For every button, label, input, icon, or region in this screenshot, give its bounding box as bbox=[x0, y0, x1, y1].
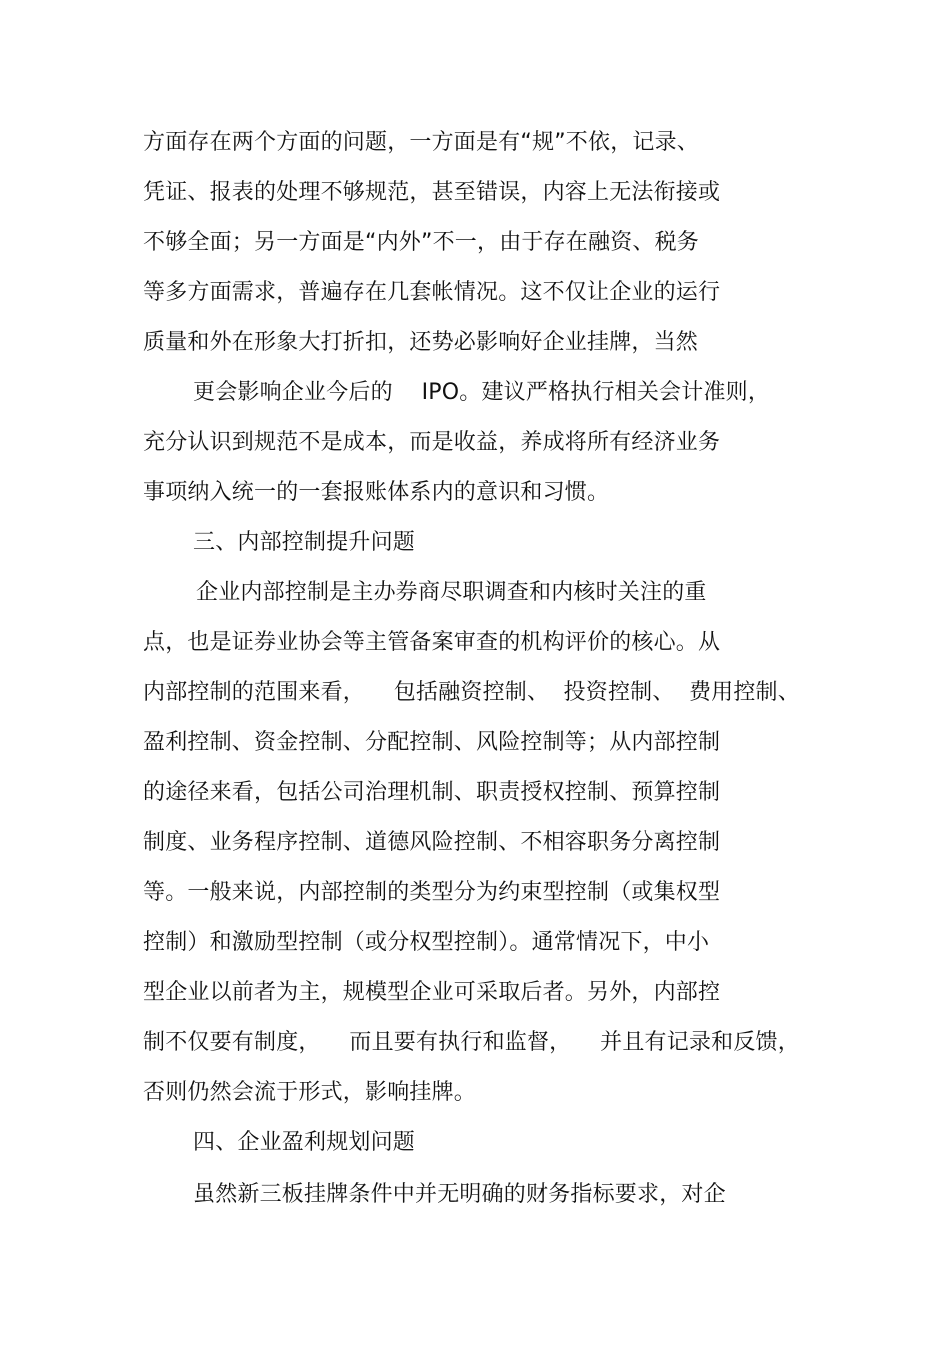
text-line-4: 等多方面需求，普遍存在几套帐情况。这不仅让企业的运行 bbox=[143, 280, 721, 305]
text-line-11: 点，也是证券业协会等主管备案审查的机构评价的核心。从 bbox=[143, 630, 721, 655]
text-line-6: 更会影响企业今后的 IPO。建议严格执行相关会计准则， bbox=[193, 380, 771, 405]
text-line-1: 方面存在两个方面的问题，一方面是有“规”不依，记录、 bbox=[143, 130, 699, 155]
text-line-2: 凭证、报表的处理不够规范，甚至错误，内容上无法衔接或 bbox=[143, 180, 721, 205]
text-line-13: 盈利控制、资金控制、分配控制、风险控制等；从内部控制 bbox=[143, 730, 721, 755]
text-line-17: 控制）和激励型控制（或分权型控制）。通常情况下，中小 bbox=[143, 930, 710, 955]
text-line-8: 事项纳入统一的一套报账体系内的意识和习惯。 bbox=[143, 480, 610, 505]
text-line-7: 充分认识到规范不是成本，而是收益，养成将所有经济业务 bbox=[143, 430, 721, 455]
text-line-18: 型企业以前者为主，规模型企业可采取后者。另外，内部控 bbox=[143, 980, 721, 1005]
text-line-10: 企业内部控制是主办券商尽职调查和内核时关注的重 bbox=[196, 580, 707, 605]
text-line-16: 等。一般来说，内部控制的类型分为约束型控制（或集权型 bbox=[143, 880, 721, 905]
text-line-3: 不够全面；另一方面是“内外”不一，由于存在融资、税务 bbox=[143, 230, 699, 255]
text-line-15: 制度、业务程序控制、道德风险控制、不相容职务分离控制 bbox=[143, 830, 721, 855]
text-line-19: 制不仅要有制度， 而且要有执行和监督， 并且有记录和反馈， bbox=[143, 1030, 800, 1055]
text-line-12: 内部控制的范围来看， 包括融资控制、 投资控制、 费用控制、 bbox=[143, 680, 800, 705]
text-line-20: 否则仍然会流于形式，影响挂牌。 bbox=[143, 1080, 477, 1105]
text-line-5: 质量和外在形象大打折扣，还势必影响好企业挂牌，当然 bbox=[143, 330, 699, 355]
text-line-22: 虽然新三板挂牌条件中并无明确的财务指标要求，对企 bbox=[193, 1182, 726, 1207]
section-heading-3: 三、内部控制提升问题 bbox=[193, 530, 416, 555]
section-heading-4: 四、企业盈利规划问题 bbox=[193, 1130, 416, 1155]
text-line-14: 的途径来看，包括公司治理机制、职责授权控制、预算控制 bbox=[143, 780, 721, 805]
